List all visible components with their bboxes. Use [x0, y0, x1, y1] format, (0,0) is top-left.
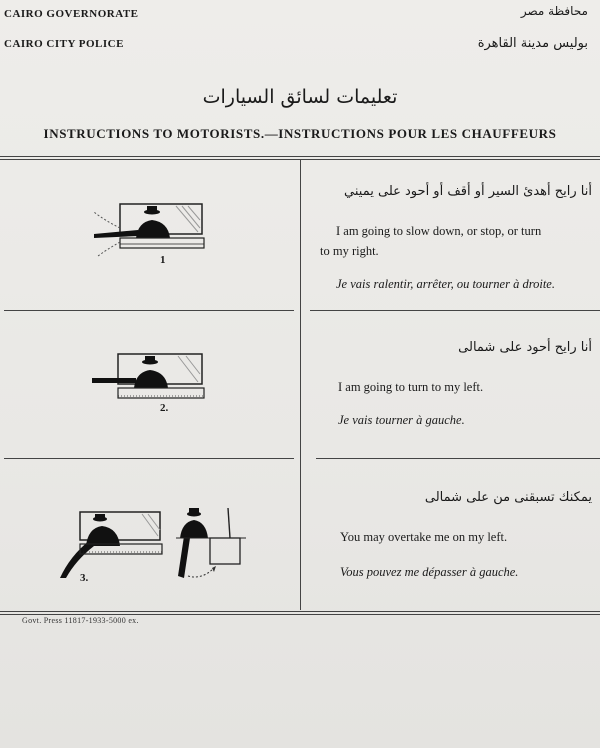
instruction-2-arabic: أنا رايح أحود على شمالى [458, 340, 592, 355]
title-english: INSTRUCTIONS TO MOTORISTS.—INSTRUCTIONS POUR LES CHAUFFEURS [43, 126, 557, 141]
instruction-1-french: Je vais ralentir, arrêter, ou tourner à droite. [336, 277, 555, 291]
instruction-3-arabic: يمكنك تسبقنى من على شمالى [424, 490, 592, 505]
figure-number-2: 2. [160, 402, 169, 414]
figure-left-turn-signal [88, 350, 214, 406]
instruction-3-english: You may overtake me on my left. [340, 530, 508, 544]
header-governorate: CAIRO GOVERNORATE [4, 8, 139, 20]
figure-slow-down-signal [86, 198, 214, 268]
instruction-1-english-cont: to my right. [320, 244, 379, 258]
instruction-2-english: I am going to turn to my left. [338, 380, 484, 394]
instruction-1-english-line1: I am going to slow down, or stop, or turn [336, 224, 542, 238]
header-city-police: CAIRO CITY POLICE [4, 38, 124, 50]
printer-imprint: Govt. Press 11817-1933-5000 ex. [22, 616, 139, 625]
row-divider-2-right [316, 458, 600, 459]
table-column-divider [300, 160, 301, 610]
table-bottom-rule [0, 611, 600, 612]
header-city-police-arabic: بوليس مدينة القاهرة [477, 36, 588, 51]
row-divider-1-left [4, 310, 294, 311]
figure-number-3: 3. [80, 572, 89, 584]
figure-number-1: 1 [160, 254, 166, 266]
instruction-1-arabic: أنا رايح أهدئ السير أو أقف أو أحود على يميني [344, 184, 592, 199]
header-governorate-arabic: محافظة مصر [520, 4, 588, 18]
title-arabic: تعليمات لسائق السيارات [202, 86, 398, 108]
instruction-3-french: Vous pouvez me dépasser à gauche. [340, 565, 519, 579]
row-divider-1-right [310, 310, 600, 311]
table-bottom-rule-2 [0, 614, 600, 615]
table-top-rule [0, 156, 600, 157]
instruction-2-french: Je vais tourner à gauche. [338, 413, 465, 427]
instruction-1-english [336, 220, 598, 242]
row-divider-2-left [4, 458, 294, 459]
